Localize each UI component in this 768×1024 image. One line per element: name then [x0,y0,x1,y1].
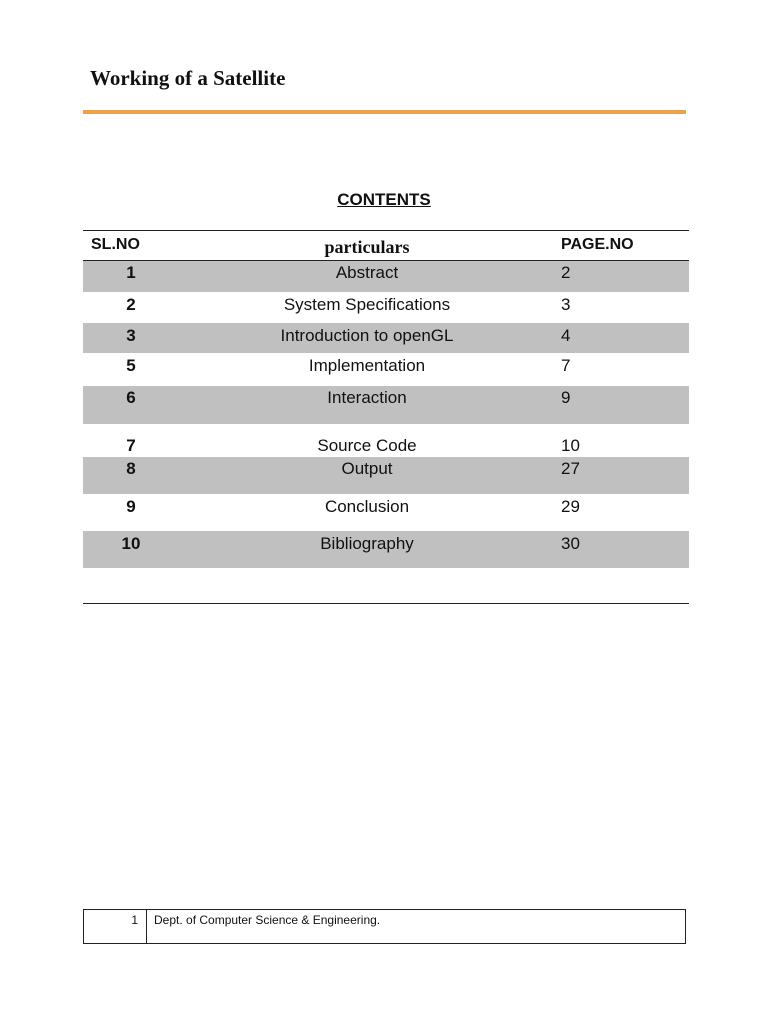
contents-table [83,230,689,568]
table-row [83,353,689,386]
row-page: 27 [561,459,580,478]
footer-page-number-cell [84,910,147,943]
row-slno: 3 [126,326,136,345]
row-particular: Abstract [335,263,399,282]
row-particular: Conclusion [324,497,410,516]
row-slno: 1 [126,263,136,282]
row-slno: 2 [126,295,136,314]
row-page: 3 [561,295,571,314]
row-page: 29 [561,497,580,516]
table-row [83,323,689,353]
table-bottom-rule [83,603,689,604]
table-row [83,457,689,494]
row-slno: 6 [126,388,136,407]
table-row [83,494,689,531]
row-particular: Introduction to openGL [280,326,454,345]
page-footer [83,909,686,944]
footer-department: Dept. of Computer Science & Engineering. [154,913,381,927]
header-pageno: PAGE.NO [561,236,634,253]
header-slno: SL.NO [91,236,140,253]
row-particular: Bibliography [320,534,414,553]
row-page: 2 [561,263,571,282]
row-slno: 8 [126,459,136,478]
table-row [83,292,689,323]
row-page: 10 [561,436,580,455]
contents-heading: CONTENTS [337,190,431,209]
row-slno: 5 [126,356,136,375]
row-page: 9 [561,388,571,407]
table-row [83,261,689,292]
row-particular: Output [341,459,393,478]
table-row [83,531,689,568]
table-row [83,424,689,457]
footer-page-number: 1 [131,913,138,927]
row-page: 4 [561,326,571,345]
row-particular: Source Code [317,436,417,455]
title-underline [83,110,686,114]
document-title: Working of a Satellite [90,66,286,90]
row-particular: Interaction [327,388,407,407]
row-slno: 7 [126,436,136,455]
table-header-row [83,230,689,261]
table-body [83,261,689,568]
table-row [83,386,689,424]
header-particulars: particulars [324,237,410,257]
row-particular: Implementation [308,356,426,375]
row-slno: 10 [121,534,141,553]
row-particular: System Specifications [283,295,451,314]
row-page: 7 [561,356,571,375]
row-page: 30 [561,534,580,553]
row-slno: 9 [126,497,136,516]
